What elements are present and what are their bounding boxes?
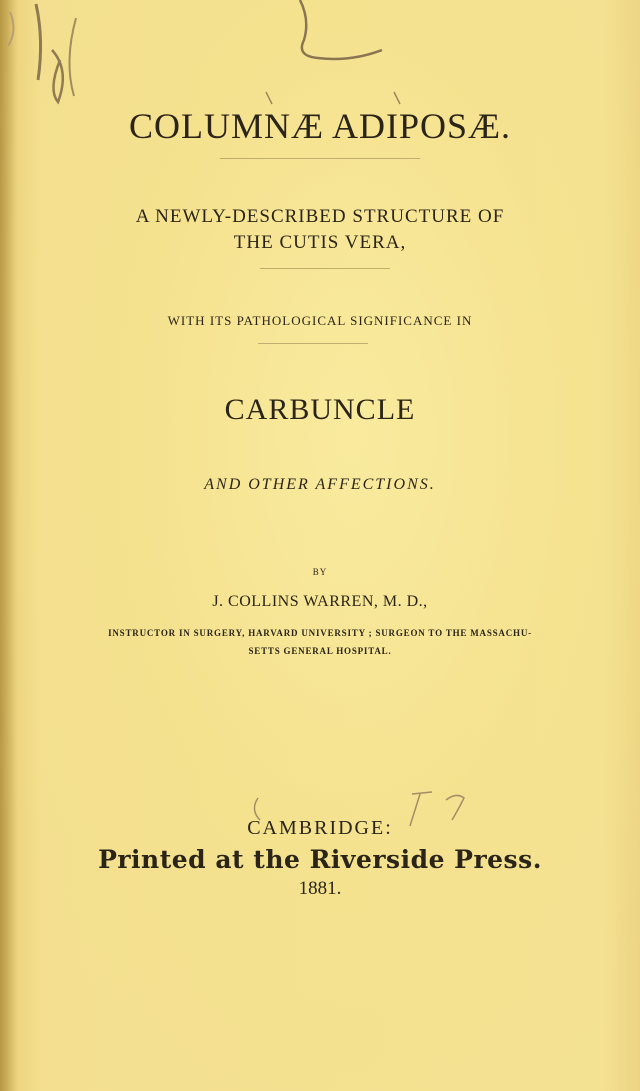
subtitle-line-2: THE CUTIS VERA, bbox=[233, 232, 407, 253]
imprint-printer: Printed at the Riverside Press. bbox=[98, 845, 542, 874]
with-rule bbox=[258, 343, 368, 344]
author-credentials-2: SETTS GENERAL HOSPITAL. bbox=[248, 646, 392, 656]
by-label: BY bbox=[312, 567, 328, 577]
title-rule bbox=[220, 158, 420, 159]
subtitle-rule bbox=[260, 268, 390, 269]
author-name: J. COLLINS WARREN, M. D., bbox=[212, 593, 428, 610]
pencil-scribble-top bbox=[0, 0, 640, 120]
other-affections: AND OTHER AFFECTIONS. bbox=[204, 476, 436, 493]
imprint-year: 1881. bbox=[298, 878, 342, 899]
page-edge-shadow bbox=[0, 0, 18, 1091]
with-pathological-line: WITH ITS PATHOLOGICAL SIGNIFICANCE IN bbox=[167, 313, 473, 328]
author-credentials-1: INSTRUCTOR IN SURGERY, HARVARD UNIVERSITY ; SURGEON TO THE MASSACHU- bbox=[108, 628, 532, 638]
subtitle-line-1: A NEWLY-DESCRIBED STRUCTURE OF bbox=[135, 206, 505, 227]
book-title: COLUMNÆ ADIPOSÆ. bbox=[128, 106, 512, 146]
imprint-place: CAMBRIDGE: bbox=[247, 817, 393, 839]
disease-heading: CARBUNCLE bbox=[224, 393, 416, 426]
